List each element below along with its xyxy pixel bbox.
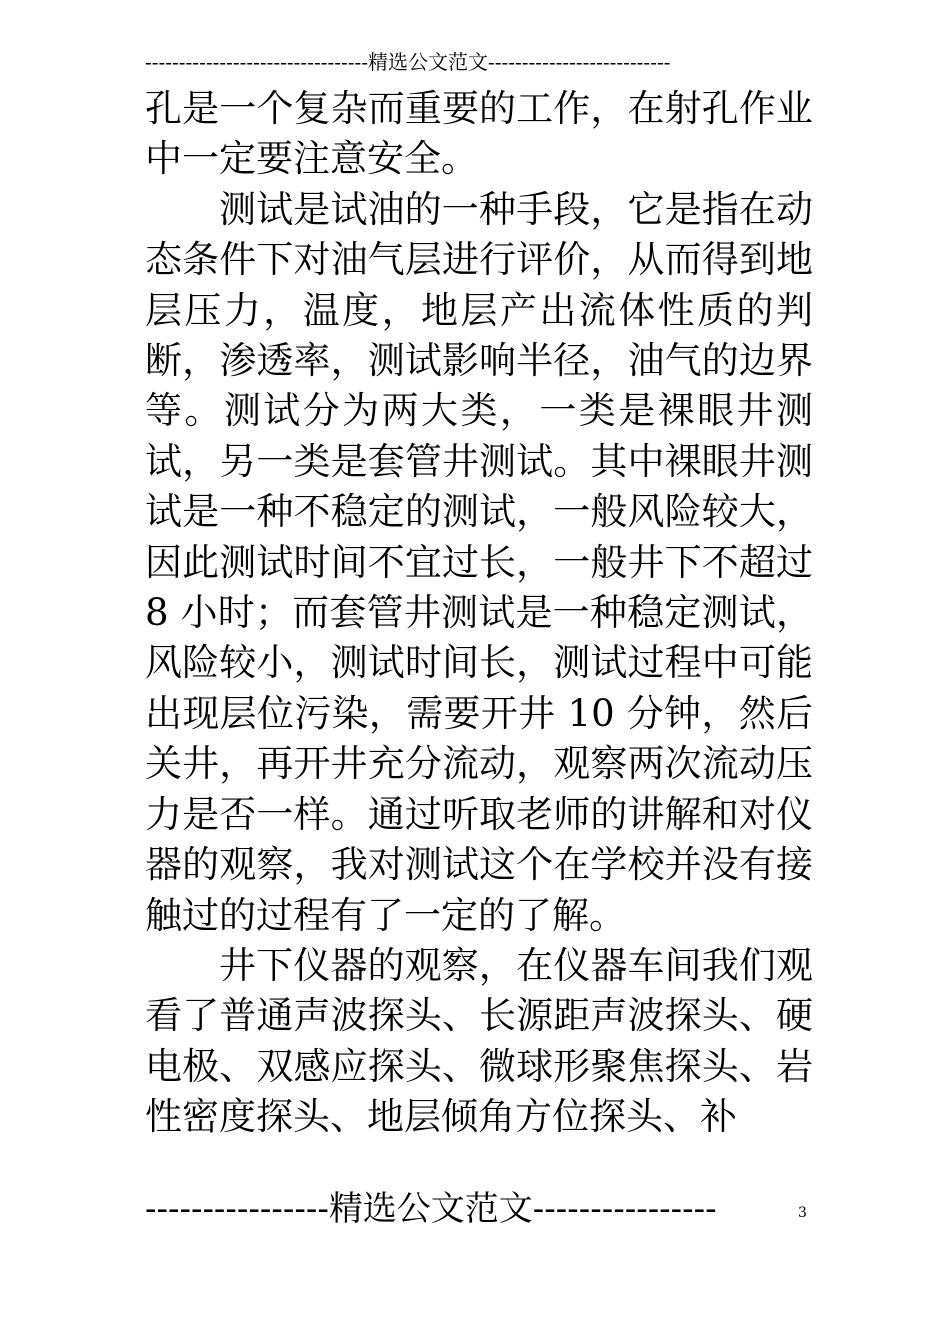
paragraph-2: 测试是试油的一种手段，它是指在动态条件下对油气层进行评价，从而得到地层压力，温度，地层产出流体性质的判断，渗透率，测试影响半径，油气的边界等。测试分为两大类，一类是裸眼井测试，另一类是套管井测试。其中裸眼井测试是一种不稳定的测试，一般风险较大，因此测试时间不宜过长，一般井下不超过 8 小时；而套管井测试是一种稳定测试，风险较小，测试时间长，测试过程中可能出现层位污染，需要开井 10 分钟，然后关井，再开井充分流动，观察两次流动压力是否一样。通过听取老师的讲解和对仪器的观察，我对测试这个在学校并没有接触过的过程有了一定的了解。	[145, 187, 813, 937]
page-number: 3	[798, 1205, 807, 1221]
document-body	[145, 84, 813, 1143]
paragraph-3: 井下仪器的观察，在仪器车间我们观看了普通声波探头、长源距声波探头、硬电极、双感应探头、微球形聚焦探头、岩性密度探头、地层倾角方位探头、补	[145, 943, 813, 1139]
page-footer: ----------------精选公文范文----------------	[145, 1189, 717, 1229]
page-header: ---------------------------------精选公文范文---------------------------	[145, 50, 671, 74]
paragraph-1: 孔是一个复杂而重要的工作，在射孔作业中一定要注意安全。	[145, 87, 813, 181]
